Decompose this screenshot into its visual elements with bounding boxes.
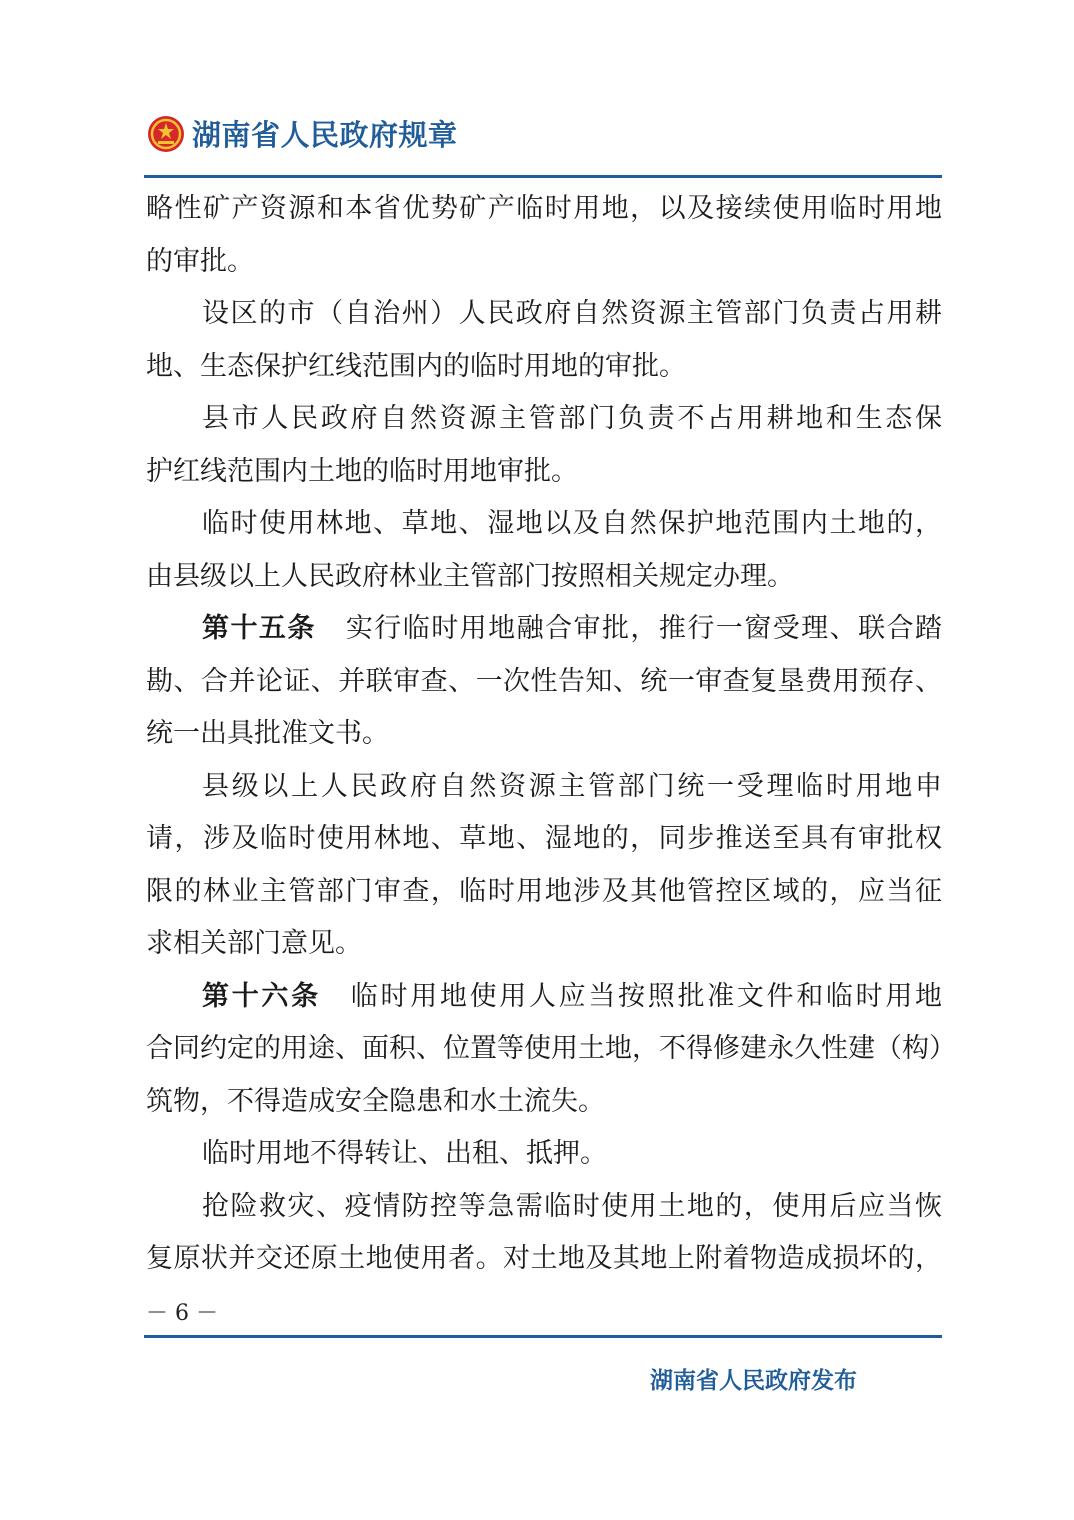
header-divider	[144, 175, 942, 178]
article-number: 第十五条	[202, 613, 316, 644]
text-segment: 实行临时用地融合审批，推行一窗受理、联合踏	[345, 613, 943, 644]
text-line: 的审批。	[146, 245, 254, 277]
text-line: 临时用地不得转让、出租、抵押。	[202, 1138, 607, 1169]
text-line: 限的林业主管部门审查，临时用地涉及其他管控区域的，应当征	[146, 875, 942, 907]
header-title: 湖南省人民政府规章	[192, 118, 458, 152]
text-line: 抢险救灾、疫情防控等急需临时使用土地的，使用后应当恢	[202, 1190, 942, 1222]
text-line: 求相关部门意见。	[146, 928, 362, 959]
text-line: 筑物，不得造成安全隐患和水土流失。	[146, 1085, 605, 1117]
text-line: 统一出具批准文书。	[146, 718, 389, 749]
footer-divider	[144, 1335, 942, 1338]
text-line: 地、生态保护红线范围内的临时用地的审批。	[146, 350, 686, 382]
national-emblem-icon	[146, 114, 186, 154]
text-segment: 临时用地使用人应当按照批准文件和临时用地	[350, 980, 943, 1012]
text-line: 县级以上人民政府自然资源主管部门统一受理临时用地申	[202, 770, 942, 802]
text-line: 由县级以上人民政府林业主管部门按照相关规定办理。	[146, 560, 794, 592]
article-line	[146, 971, 942, 1024]
document-body	[146, 183, 956, 1286]
text-line: 勘、合并论证、并联审查、一次性告知、统一审查复垦费用预存、	[146, 665, 942, 697]
article-number: 第十六条	[202, 980, 321, 1012]
article-line	[146, 603, 942, 656]
footer-publisher: 湖南省人民政府发布	[650, 1368, 857, 1394]
text-line: 设区的市（自治州）人民政府自然资源主管部门负责占用耕	[202, 298, 942, 329]
text-line: 县市人民政府自然资源主管部门负责不占用耕地和生态保	[202, 403, 942, 434]
text-line: 合同约定的用途、面积、位置等使用土地，不得修建永久性建（构）	[146, 1033, 956, 1064]
text-line: 复原状并交还原土地使用者。对土地及其地上附着物造成损坏的，	[146, 1243, 942, 1274]
text-line: 略性矿产资源和本省优势矿产临时用地，以及接续使用临时用地	[146, 193, 942, 224]
text-line: 临时使用林地、草地、湿地以及自然保护地范围内土地的，	[202, 508, 942, 539]
page-header	[146, 113, 458, 154]
page-number: － 6 －	[146, 1301, 218, 1326]
text-line: 护红线范围内土地的临时用地审批。	[146, 455, 578, 487]
text-line: 请，涉及临时使用林地、草地、湿地的，同步推送至具有审批权	[146, 823, 942, 854]
